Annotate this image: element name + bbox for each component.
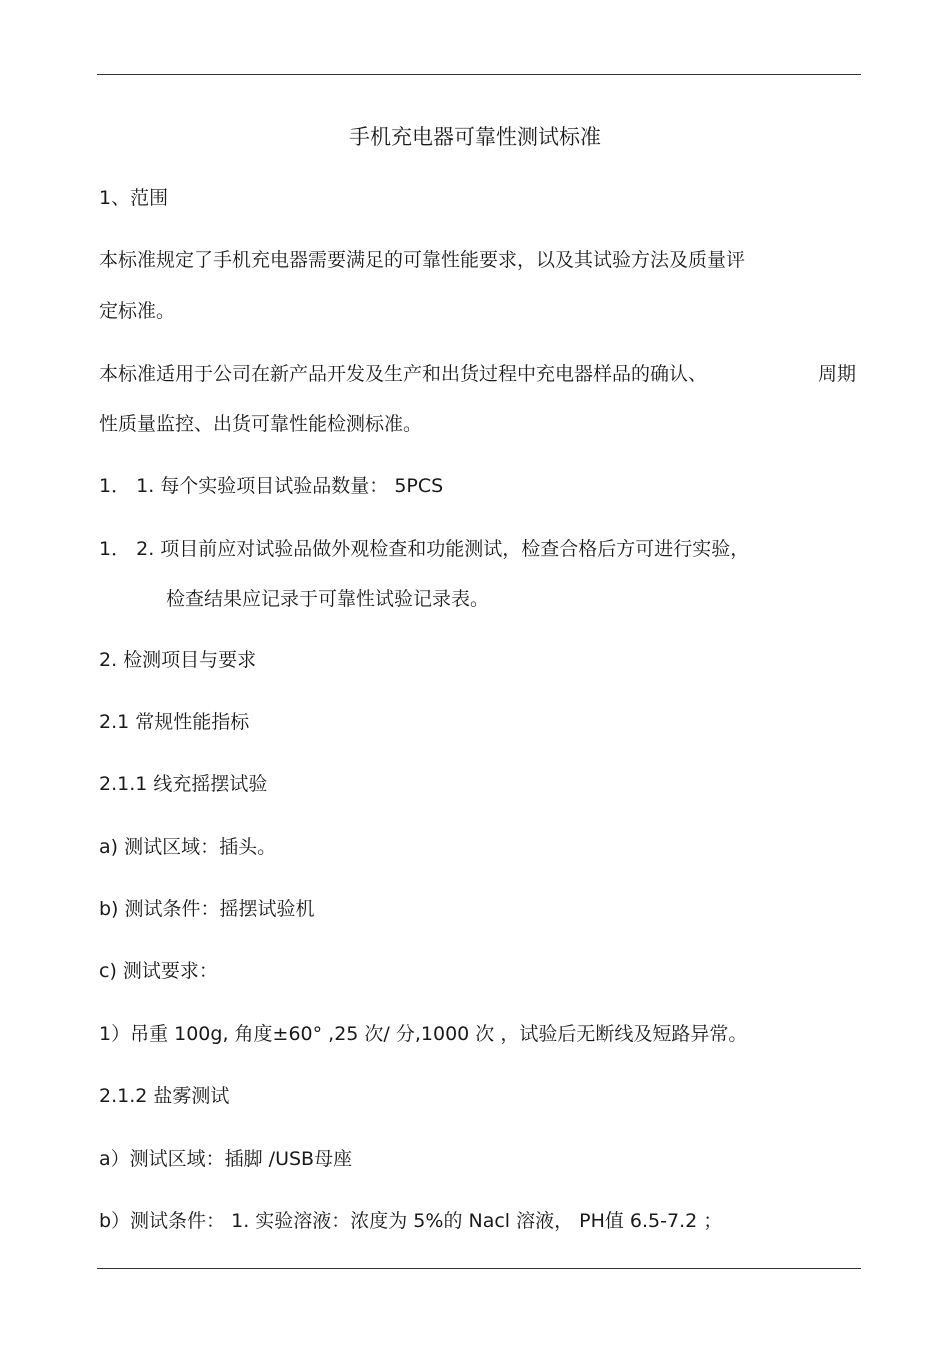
section-2-1-1-heading: 2.1.1 线充摇摆试验 bbox=[99, 773, 268, 795]
paragraph-1-line-1: 本标准规定了手机充电器需要满足的可靠性能要求，以及其试验方法及质量评 bbox=[99, 249, 746, 271]
salt-spray-test-condition-b: b）测试条件： 1. 实验溶液：浓度为 5%的 Nacl 溶液， PH值 6.5-7.2 ； bbox=[99, 1210, 723, 1232]
paragraph-1-line-2: 定标准。 bbox=[99, 300, 176, 322]
item-1-2-line-1: 1． 2. 项目前应对试验品做外观检查和功能测试，检查合格后方可进行实验， bbox=[99, 538, 750, 560]
top-rule bbox=[97, 74, 861, 75]
item-1-1: 1． 1. 每个实验项目试验品数量： 5PCS bbox=[99, 475, 444, 497]
salt-spray-test-area-a: a）测试区域：插脚 /USB母座 bbox=[99, 1148, 353, 1170]
paragraph-2-line-2: 性质量监控、出货可靠性能检测标准。 bbox=[99, 413, 423, 435]
paragraph-2-line-1-end: 周期 bbox=[818, 363, 857, 385]
test-condition-b: b) 测试条件：摇摆试验机 bbox=[99, 898, 315, 920]
item-1-2-line-2: 检查结果应记录于可靠性试验记录表。 bbox=[166, 588, 490, 610]
section-2-heading: 2. 检测项目与要求 bbox=[99, 649, 257, 671]
bottom-rule bbox=[97, 1268, 861, 1269]
paragraph-2-line-1: 本标准适用于公司在新产品开发及生产和出货过程中充电器样品的确认、 bbox=[99, 363, 708, 385]
section-1-heading: 1、范围 bbox=[99, 187, 169, 209]
test-requirement-c: c) 测试要求： bbox=[99, 960, 218, 982]
requirement-1: 1）吊重 100g, 角度±60° ,25 次/ 分,1000 次 ，试验后无断线及短路异常。 bbox=[99, 1023, 748, 1045]
section-2-1-2-heading: 2.1.2 盐雾测试 bbox=[99, 1085, 230, 1107]
section-2-1-heading: 2.1 常规性能指标 bbox=[99, 711, 250, 733]
document-title: 手机充电器可靠性测试标准 bbox=[349, 125, 601, 149]
test-area-a: a) 测试区域：插头。 bbox=[99, 836, 277, 858]
